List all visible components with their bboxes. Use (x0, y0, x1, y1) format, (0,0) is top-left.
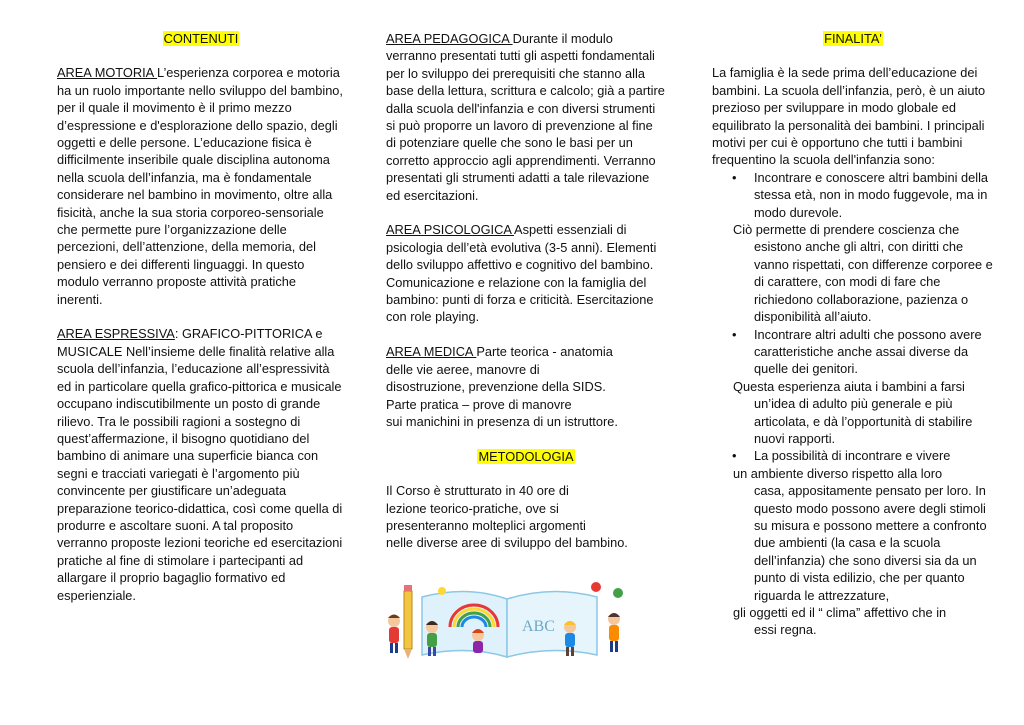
children-book-illustration (382, 577, 632, 661)
finalita-paragraph: Questa esperienza aiuta i bambini a farsi un’idea di adulto più generale e più articolata, e dà l’opportunità di stabilire nuovi rapporti. (733, 378, 973, 446)
finalita-list (712, 169, 994, 221)
column-aree (386, 30, 666, 552)
finalita-paragraph: Ciò permette di prendere coscienza che esistono anche gli altri, con diritti che vanno rispettati, con differenze corporee e di carattere, con modi di fare che richiedono collaborazione, pazienza o disponibilità all’aiuto. (733, 222, 993, 325)
area-motoria-text: L’esperienza corporea e motoria ha un ruolo importante nello sviluppo del bambino, per il quale il movimento è il primo mezzo d’espressione e d'esplorazione dello spazio, degli oggetti e delle persone. L’educazione fisica è difficilmente inseribile quale disciplina autonoma nella scuola dell’infanzia, ma è fondamentale considerare nel bambino in movimento, oltre alla fisicità, anche la sua storia corporeo-sensoriale che permette pure l’organizzazione delle percezioni, dell’attenzione, della memoria, del pensiero e dei differenti linguaggi. In questo modulo verranno proposte attività pratiche inerenti. (57, 65, 343, 307)
list-item: • La possibilità di incontrare e vivere (712, 447, 994, 464)
area-medica-line: disostruzione, prevenzione della SIDS. (386, 379, 606, 395)
area-espressiva-text: : GRAFICO-PITTORICA e MUSICALE Nell’insieme delle finalità relative alla scuola dell’infanzia, l’educazione all’espressività ed in particolare quella grafico-pittorica e musicale occupano indiscutibilmente un posto di grande rilievo. Tra le possibili ragioni a sostegno di quest’affermazione, il bisogno quotidiano del bambino di animare una superficie bianca con segni e tracciati variegati è l’argomento più convincente per giustificare un’adeguata preparazione teorico-didattica, così come quella di produrre e ascoltare suoni. A tal proposito verranno proposte lezioni teoriche ed esercitazioni pratiche al fine di stimolare i partecipanti ad allargare il proprio bagaglio formativo ed esperienziale. (57, 326, 343, 603)
area-medica-paragraph (386, 343, 666, 430)
metodologia-heading-text: METODOLOGIA (478, 448, 574, 464)
area-espressiva-title: AREA ESPRESSIVA (57, 326, 175, 342)
metodologia-paragraph (386, 482, 666, 552)
child-figure (388, 615, 400, 654)
balloon-icon (591, 582, 601, 592)
area-pedagogica-paragraph (386, 30, 666, 204)
area-medica-line: delle vie aeree, manovre di (386, 361, 540, 377)
finalita-heading (712, 30, 994, 47)
finalita-heading-text: FINALITA' (824, 31, 882, 46)
area-psicologica-text: Aspetti essenziali di psicologia dell’età evolutiva (3-5 anni). Elementi dello sviluppo affettivo e cognitivo del bambino. Comunicazione e relazione con la famiglia del bambino: punti di forza e criticità. Esercitazione con role playing. (386, 222, 657, 325)
abc-letters: ABC (522, 618, 555, 635)
column-contenuti (57, 30, 345, 604)
finalita-paragraph (712, 604, 994, 639)
balloon-icon (613, 588, 623, 598)
area-medica-line: Parte teorica - anatomia (476, 344, 613, 360)
area-medica-line: sui manichini in presenza di un istruttore. (386, 413, 618, 429)
metodologia-line: lezione teorico-pratiche, ove si (386, 500, 559, 516)
area-motoria-paragraph (57, 64, 345, 308)
finalita-line: gli oggetti ed il “ clima” affettivo che in (733, 605, 947, 620)
contenuti-heading (57, 30, 345, 47)
finalita-line: casa, appositamente pensato per loro. In questo modo possono avere degli stimoli su misura e possono mettere a confronto due ambienti (la casa e la scuola dell’infanzia) che sono diversi sia da un punto di vista edilizio, che per quanto riguarda le attrezzature, (754, 483, 987, 603)
area-pedagogica-title: AREA PEDAGOGICA (386, 31, 513, 46)
finalita-line: essi regna. (754, 622, 817, 638)
child-figure (608, 613, 620, 652)
metodologia-line: nelle diverse aree di sviluppo del bambino. (386, 535, 628, 551)
finalita-intro: La famiglia è la sede prima dell’educazione dei bambini. La scuola dell’infanzia, però, è un aiuto prezioso per sviluppare in modo globale ed equilibrato la personalità dei bambini. I principali motivi per cui è opportuno che tutti i bambini frequentino la scuola dell'infanzia sono: (712, 65, 986, 168)
list-item: • Incontrare e conoscere altri bambini della stessa età, non in modo fuggevole, ma in modo durevole. (712, 169, 994, 221)
area-espressiva-paragraph (57, 325, 345, 604)
area-psicologica-title: AREA PSICOLOGICA (386, 222, 515, 238)
metodologia-line: Il Corso è strutturato in 40 ore di (386, 483, 569, 499)
list-item: • Incontrare altri adulti che possono avere caratteristiche anche assai diverse da quelle dei genitori. (712, 326, 994, 378)
pencil-icon (404, 591, 412, 649)
area-motoria-title: AREA MOTORIA (57, 65, 158, 81)
finalita-paragraph (712, 465, 994, 604)
area-pedagogica-text: Durante il modulo verranno presentati tutti gli aspetti fondamentali per lo sviluppo dei prerequisiti che stanno alla base della lettura, scrittura e calcolo; già a partire dalla scuola dell'infanzia e con diversi strumenti si può proporre un lavoro di prevenzione al fine di potenziare quelle che sono le basi per un corretto approccio agli apprendimenti. Verranno presentati gli strumenti adatti a tale rilevazione ed esercitazioni. (386, 31, 665, 203)
contenuti-heading-text: CONTENUTI (163, 31, 239, 46)
finalita-line: un ambiente diverso rispetto alla loro (733, 465, 943, 481)
metodologia-line: presenteranno molteplici argomenti (386, 517, 586, 533)
metodologia-heading (386, 448, 666, 465)
area-psicologica-paragraph (386, 221, 666, 325)
area-medica-title: AREA MEDICA (386, 344, 477, 360)
column-finalita (712, 30, 994, 639)
star-icon (438, 587, 446, 595)
area-medica-line: Parte pratica – prove di manovre (386, 396, 572, 412)
